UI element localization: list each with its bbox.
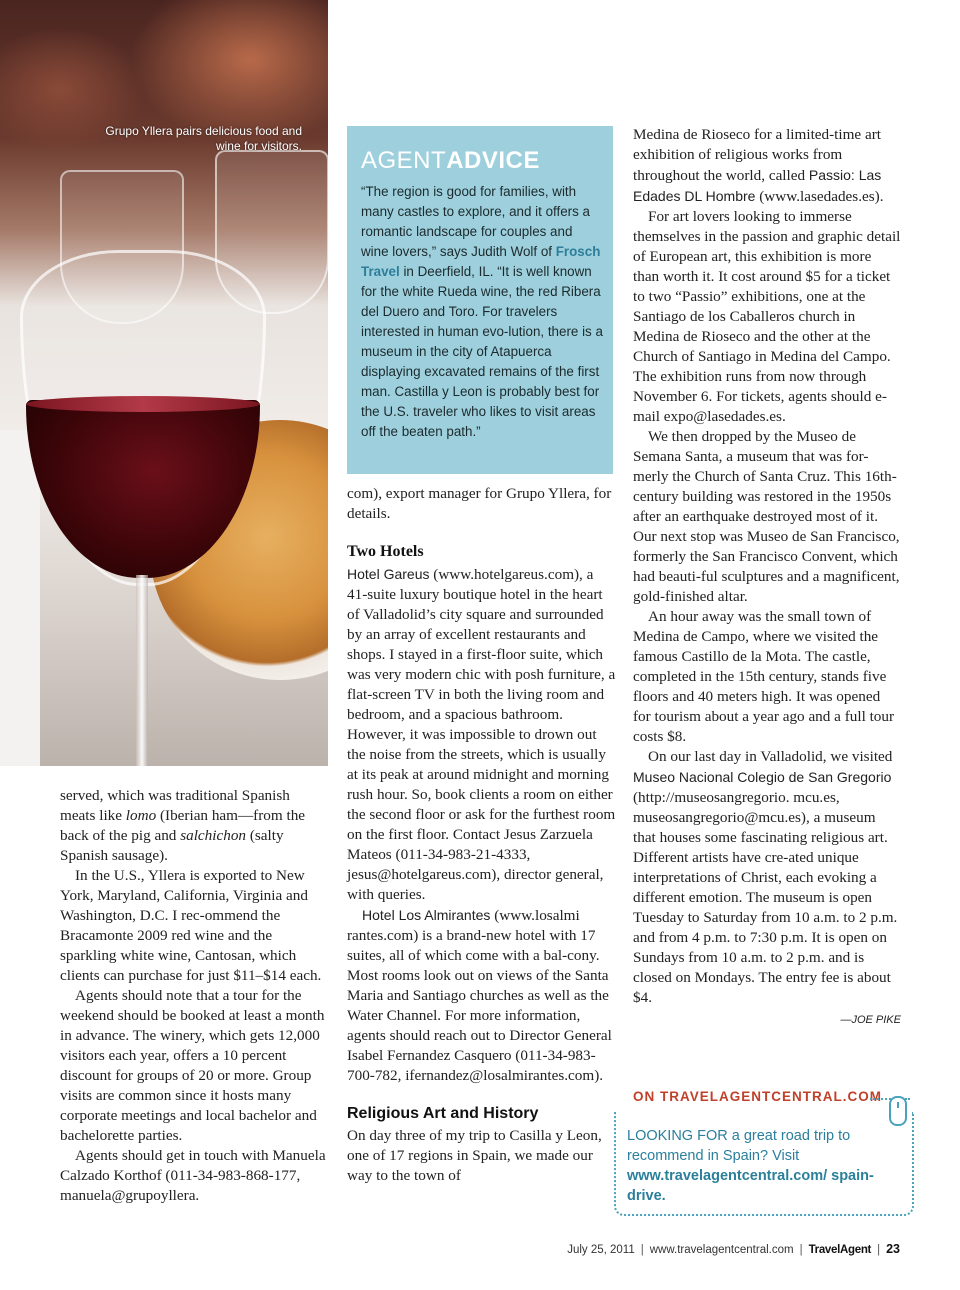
page-number: 23 [886, 1242, 900, 1256]
agent-advice-title: AGENTADVICE [361, 147, 540, 174]
issue-date: July 25, 2011 [567, 1244, 635, 1256]
paragraph: Hotel Gareus (www.hotelgareus.com), a 41-suite luxury boutique hotel in the heart of Valladolid’s city square and surrounded by an array of excellent restaurants and shops. I stayed in a first-floor suite, which was very modern chic with posh furniture, a flat-screen TV in both the living room and bedroom, and a spacious bathroom. However, it was impossible to drown out the noise from the streets, which is usually at its peak at around midnight and morning rush hour. So, book clients a room on either the second floor or ask for the furthest room on the first floor. Contact Jesus Zarzuela Mateos (011-34-983-21-4333, jesus@hotelgareus.com), director general, with queries. [347, 566, 616, 903]
paragraph: An hour away was the small town of Medina de Campo, where we visited the famous Castillo de la Mota. The castle, completed in the 15th century, stands five floors and 40 meters high. It was opened for tourism about a year ago and a full tour costs $8. [633, 608, 895, 745]
section-heading-religious-art: Religious Art and History [347, 1105, 539, 1122]
promo-link[interactable]: www.travelagentcentral.com/ spain-drive. [627, 1168, 874, 1204]
agent-advice-quote: “The region is good for families, with many castles to explore, and it offers a romantic landscape for couples and wine lovers,” says Judith Wolf of Frosch Travel in Deerfield, IL. “It is well known for the white Rueda wine, the red Ribera del Duero and Toro. For travelers interested in human evo-lution, there is a museum in the city of Atapuerca displaying excavated remains of the first man. Castilla y Leon is probably best for the U.S. traveler who likes to visit areas off the beaten path.” [361, 184, 603, 439]
paragraph: On our last day in Valladolid, we visited Museo Nacional Colegio de San Gregorio (http://museosangregorio. mcu.es, museosangregorio@mcu.es), a museum that houses some fascinating religious art. Different artists have cre-ated unique interpretations of Christ, each evoking a different emotion. The museum is open Tuesday to Saturday from 10 a.m. to 2 p.m. and from 4 p.m. to 7:30 p.m. It is open on Sundays from 10 a.m. to 2 p.m. and is closed on Mondays. The entry fee is about $4. [633, 748, 898, 1006]
article-column-3 [633, 125, 901, 1030]
paragraph: Medina de Rioseco for a limited-time art exhibition of religious works from throughout the world, called Passio: Las Edades DL Hombre (www.lasedades.es). [633, 126, 884, 205]
wine-photo [0, 0, 328, 766]
section-heading-two-hotels: Two Hotels [347, 543, 424, 560]
paragraph: Agents should get in touch with Manuela Calzado Korthof (011-34-983-868-177, manuela@grupoyllera. [60, 1147, 326, 1204]
author-byline: —JOE PIKE [840, 1014, 901, 1026]
glass-stem [136, 575, 148, 766]
article-column-1 [60, 786, 328, 1206]
paragraph: In the U.S., Yllera is exported to New York, Maryland, California, Virginia and Washington, D.C. I rec-ommend the Bracamonte 2009 red wine and the sparkling white wine, Cantosan, which clients can purchase for just $11–$14 each. [60, 867, 322, 984]
paragraph: For art lovers looking to immerse themselves in the passion and graphic detail of European art, this exhibition is more than worth it. It cost around $5 for a ticket to two “Passio” exhibitions, one at the Santiago de los Caballeros church in Medina de Rioseco and the other at the Church of Santiago in Medina del Campo. The exhibition runs from now through November 6. For tickets, agents should e-mail expo@lasedades.es. [633, 208, 901, 425]
footer-website[interactable]: www.travelagentcentral.com [649, 1244, 794, 1256]
page-footer: July 25, 2011 | www.travelagentcentral.com | TravelAgent | 23 [567, 1242, 900, 1256]
paragraph: com), export manager for Grupo Yllera, for details. [347, 485, 612, 522]
promo-text: LOOKING FOR a great road trip to recommend in Spain? Visit www.travelagentcentral.com/ spain-drive. [627, 1126, 877, 1206]
napkin [0, 430, 40, 766]
paragraph: served, which was traditional Spanish meats like lomo (Iberian ham—from the back of the pig and salchichon (salty Spanish sausage). [60, 787, 306, 864]
photo-caption: Grupo Yllera pairs delicious food and wine for visitors. [105, 124, 302, 153]
wine-surface [26, 396, 260, 412]
paragraph: Agents should note that a tour for the weekend should be booked at least a month in advance. The winery, which gets 12,000 visitors each year, offers a 10 percent discount for groups of 20 or more. Group visits are common since it hosts many corporate meetings and local bachelor and bachelorette parties. [60, 987, 325, 1144]
agent-advice-box [347, 126, 613, 474]
paragraph: Hotel Los Almirantes (www.losalmi rantes.com) is a brand-new hotel with 17 suites, all of which come with a bal-cony. Most rooms look out on views of the Santa Maria and Santiago churches as well as the Water Channel. For more information, agents should reach out to Director General Isabel Fernandez Casquero (011-34-983-700-782, ifernandez@losalmirantes.com). [347, 907, 612, 1084]
magazine-brand: TravelAgent [808, 1244, 872, 1256]
frosch-travel-link[interactable]: Frosch Travel [361, 244, 601, 279]
computer-mouse-icon [889, 1096, 907, 1126]
promo-label: ON TRAVELAGENTCENTRAL.COM [633, 1089, 882, 1104]
paragraph: We then dropped by the Museo de Semana Santa, a museum that was for-merly the Church of Santa Cruz. This 16th-century building was restored in the 1950s after an earthquake destroyed most of it. Our next stop was Museo de San Francisco, formerly the San Francisco Convent, which had beauti-ful sculptures and a magnificent, gold-finished altar. [633, 428, 900, 605]
paragraph: On day three of my trip to Casilla y Leon, one of 17 regions in Spain, we made our way to the town of [347, 1127, 602, 1184]
article-column-2 [347, 484, 617, 1186]
